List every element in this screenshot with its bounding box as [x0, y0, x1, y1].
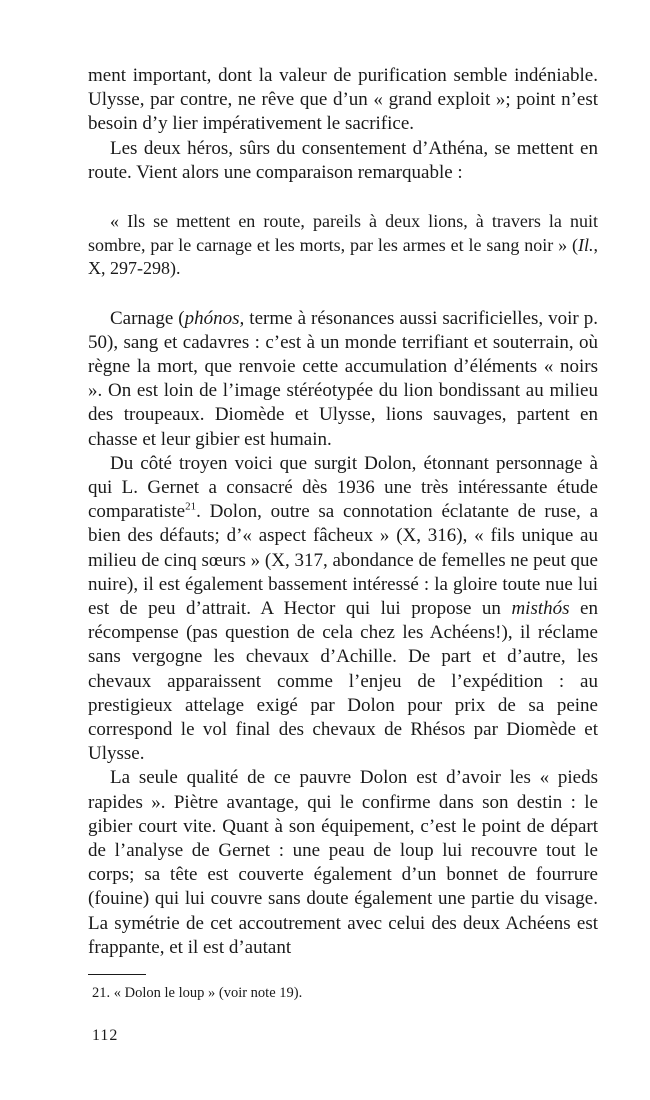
quote-ref-rest: , X, 297-298).: [88, 234, 598, 279]
footnote-divider: [88, 974, 146, 975]
paragraph-4-part1: Du côté troyen voici que surgit Dolon, étonnant personnage à qui L. Gernet a consacré dès 1936 une très intéressante étude comparatiste: [88, 452, 598, 523]
block-quote: [88, 210, 598, 281]
paragraph-3: [88, 307, 598, 452]
quote-text: « Ils se mettent en route, pareils à deux lions, à travers la nuit sombre, par le carnage et les morts, par les armes et le sang noir » (: [88, 211, 598, 255]
paragraph-3-part1: Carnage (: [110, 307, 185, 329]
page-number: 112: [92, 1027, 119, 1044]
paragraph-4: [88, 452, 598, 767]
paragraph-1: ment important, dont la valeur de purification semble indéniable. Ulysse, par contre, ne rêve que d’un « grand exploit »; point n’est besoin d’y lier impérativement le sacrifice.: [88, 65, 598, 135]
paragraph-5: La seule qualité de ce pauvre Dolon est d’avoir les « pieds rapides ». Piètre avantage, qui le confirme dans son destin : le gibier court vite. Quant à son équipement, c’est le point de départ de l’analyse de Gernet : une peau de loup lui recouvre tout le corps; sa tête est couverte également d’un bonnet de fourrure (fouine) qui lui couvre sans doute également une partie du visage. La symétrie de cet accoutrement avec celui des deux Achéens est frappante, et il est d’autant: [88, 767, 598, 958]
paragraph-4-part3: en récompense (pas question de cela chez les Achéens!), il réclame sans vergogne les chevaux d’Achille. De part et d’autre, les chevaux apparaissent comme l’enjeu de l’expédition : au prestigieux attelage exigé par Dolon pour prix de sa peine correspond le vol final des chevaux de Rhésos par Diomède et Ulysse.: [88, 597, 598, 765]
paragraph-2: Les deux héros, sûrs du consentement d’Athéna, se mettent en route. Vient alors une comparaison remarquable :: [88, 137, 598, 183]
footnote-ref: 21: [185, 500, 197, 513]
paragraph-3-part2: terme à résonances aussi sacrificielles, voir p. 50), sang et cadavres : c’est à un monde terrifiant et souterrain, où règne la mort, que renvoie cette accumulation d’éléments « noirs ». On est loin de l’image stéréotypée du lion bondissant au milieu des troupeaux. Diomède et Ulysse, lions sauvages, partent en chasse et leur gibier est humain.: [88, 307, 598, 450]
paragraph-3-italic: phónos,: [184, 307, 245, 329]
paragraph-4-part2: . Dolon, outre sa connotation éclatante de ruse, a bien des défauts; d’« aspect fâcheux » (X, 316), « fils unique au milieu de cinq sœurs » (X, 317, abondance de femelles ne peut que nuire), il est également bassement intéressé : la gloire toute nue lui est de peu d’attrait. A Hector qui lui propose un: [88, 501, 598, 619]
paragraph-4-italic: misthós: [511, 597, 570, 619]
footnote: 21. « Dolon le loup » (voir note 19).: [92, 985, 303, 1001]
page-body: [88, 64, 598, 1045]
quote-ref-italic: Il.: [578, 234, 594, 255]
